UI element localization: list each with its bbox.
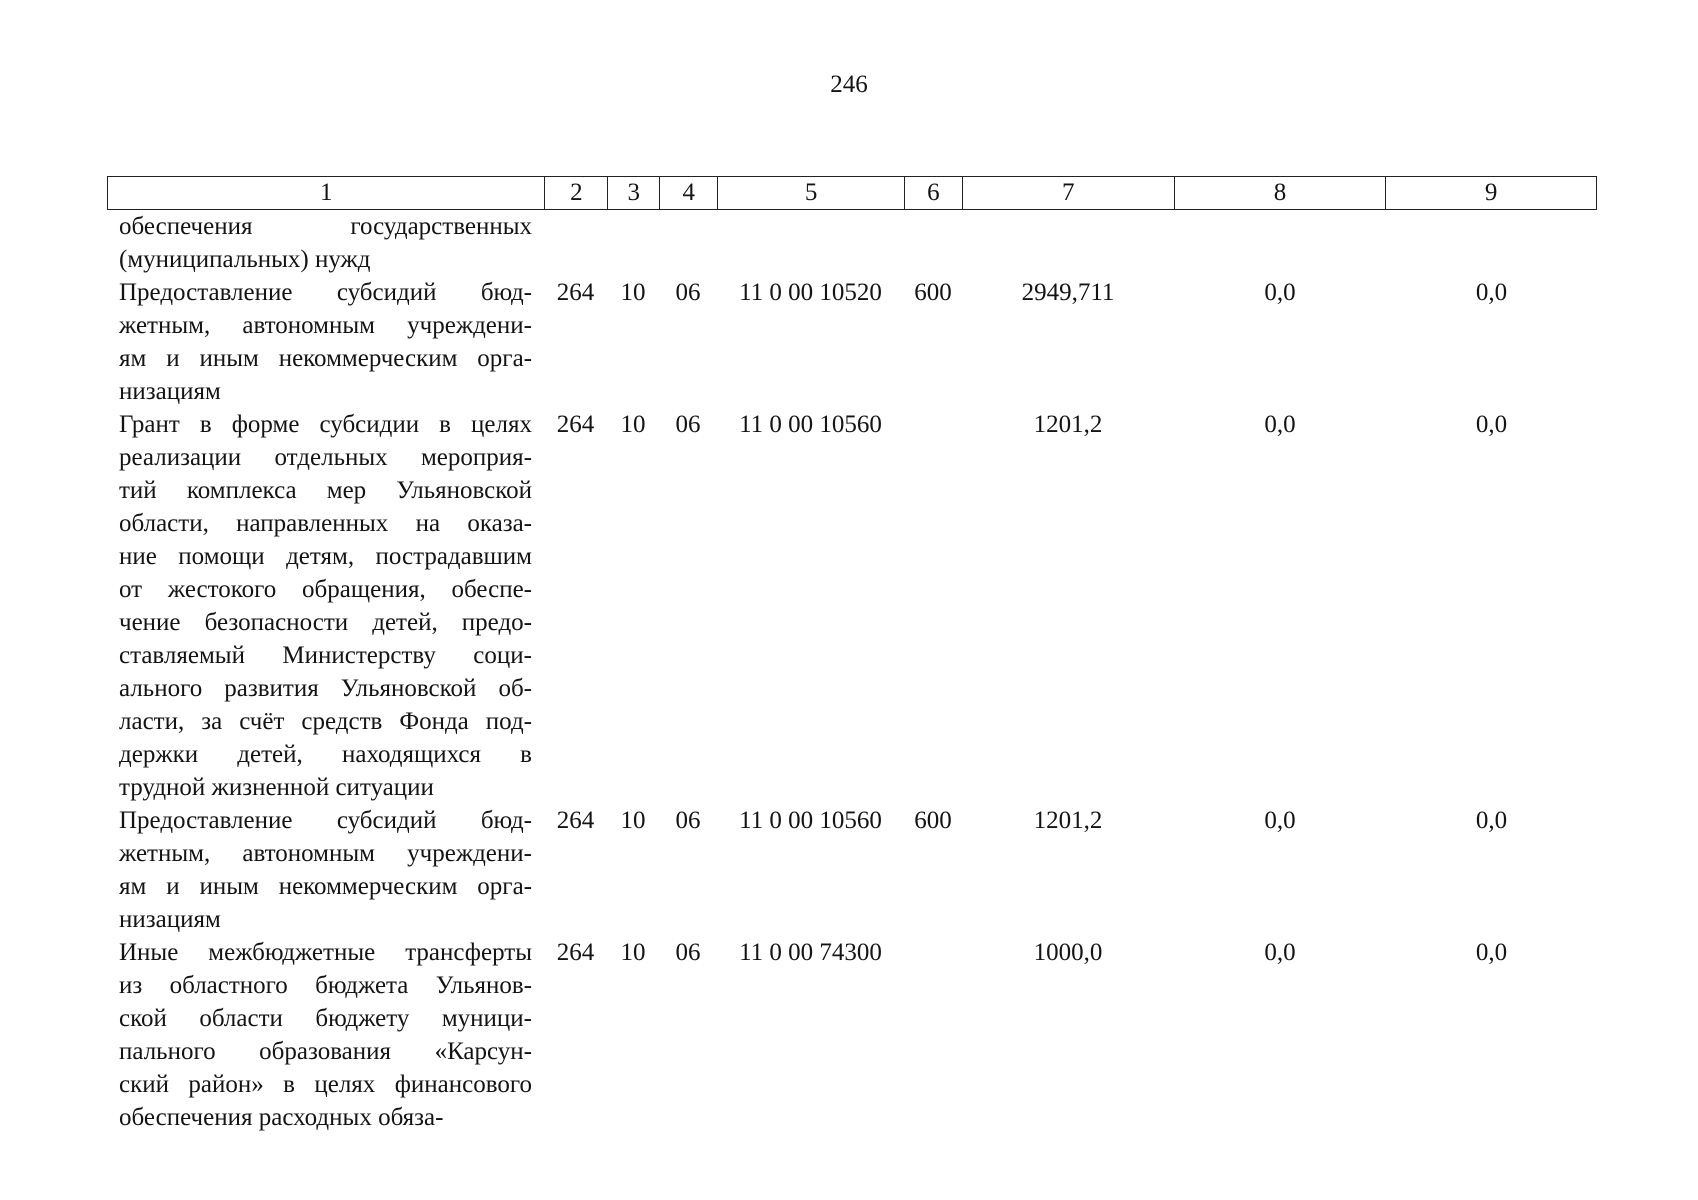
row-col-7: 1201,2 [1033, 807, 1103, 834]
description-line: из областного бюджета Ульянов- [119, 972, 532, 999]
row-col-8: 0,0 [1264, 411, 1296, 438]
row-col-7: 2949,711 [1021, 279, 1115, 306]
description-line: пального образования «Карсун- [119, 1038, 532, 1065]
row-col-9: 0,0 [1475, 939, 1508, 966]
row-col-9: 0,0 [1475, 279, 1508, 306]
row-col-7: 1000,0 [1033, 939, 1103, 966]
description-line: ального развития Ульяновской об- [119, 675, 532, 702]
header-col-5: 5 [717, 177, 904, 209]
row-description [107, 276, 544, 408]
description-line: ставляемый Министерству соци- [119, 642, 532, 669]
row-col-3: 10 [620, 279, 646, 306]
description-line: Иные межбюджетные трансферты [119, 939, 532, 966]
header-col-1: 1 [319, 179, 333, 206]
description-line: ям и иным некоммерческим орга- [119, 345, 532, 372]
description-line: низациям [119, 906, 221, 933]
table-row [107, 210, 1597, 276]
row-col-2: 264 [556, 939, 595, 966]
table-row [107, 936, 1597, 1134]
row-col-4: 06 [675, 939, 701, 966]
row-description [107, 804, 544, 936]
row-col-3: 10 [620, 411, 646, 438]
row-col-2: 264 [556, 411, 595, 438]
row-col-4: 06 [675, 411, 701, 438]
row-col-8: 0,0 [1264, 279, 1296, 306]
description-line: ский район» в целях финансового [119, 1071, 532, 1098]
table-header-row [107, 176, 1597, 210]
description-line: жетным, автономным учреждени- [119, 840, 532, 867]
row-col-7: 1201,2 [1033, 411, 1103, 438]
description-line: Предоставление субсидий бюд- [119, 807, 532, 834]
description-line: (муниципальных) нужд [119, 246, 371, 273]
row-col-2: 264 [556, 279, 595, 306]
description-line: обеспечения расходных обяза- [119, 1104, 444, 1131]
row-col-8: 0,0 [1264, 807, 1296, 834]
row-description [107, 408, 544, 804]
row-col-9: 0,0 [1475, 807, 1508, 834]
table-row [107, 276, 1597, 408]
table-row [107, 408, 1597, 804]
header-col-9: 9 [1385, 177, 1596, 209]
description-line: тий комплекса мер Ульяновской [119, 477, 532, 504]
description-line: реализации отдельных мероприя- [119, 444, 532, 471]
header-col-4: 4 [659, 177, 717, 209]
description-line: трудной жизненной ситуации [119, 774, 434, 801]
row-col-6: 600 [914, 807, 952, 834]
header-col-2: 2 [544, 177, 607, 209]
description-line: держки детей, находящихся в [119, 741, 532, 768]
description-line: ям и иным некоммерческим орга- [119, 873, 532, 900]
description-line: Предоставление субсидий бюд- [119, 279, 532, 306]
row-col-9: 0,0 [1475, 411, 1508, 438]
row-col-4: 06 [675, 807, 701, 834]
description-line: низациям [119, 378, 221, 405]
description-line: жетным, автономным учреждени- [119, 312, 532, 339]
budget-table [107, 176, 1597, 1134]
row-col-5: 11 0 00 10520 [739, 279, 882, 306]
row-description [107, 936, 544, 1134]
description-line: ласти, за счёт средств Фонда под- [119, 708, 532, 735]
row-col-5: 11 0 00 74300 [739, 939, 882, 966]
description-line: чение безопасности детей, предо- [119, 609, 532, 636]
table-body [107, 210, 1597, 1134]
header-col-7: 7 [962, 177, 1174, 209]
row-col-4: 06 [675, 279, 701, 306]
description-line: обеспечения государственных [119, 213, 532, 240]
description-line: ние помощи детям, пострадавшим [119, 543, 532, 570]
description-line: области, направленных на оказа- [119, 510, 532, 537]
row-col-5: 11 0 00 10560 [739, 411, 882, 438]
row-col-5: 11 0 00 10560 [739, 807, 882, 834]
header-col-3: 3 [607, 177, 659, 209]
row-col-3: 10 [620, 807, 646, 834]
page-number: 246 [830, 71, 868, 98]
header-col-8: 8 [1174, 177, 1386, 209]
row-col-2: 264 [556, 807, 595, 834]
table-row [107, 804, 1597, 936]
description-line: от жестокого обращения, обеспе- [119, 576, 532, 603]
row-col-3: 10 [620, 939, 646, 966]
row-col-8: 0,0 [1264, 939, 1296, 966]
header-col-6: 6 [904, 177, 962, 209]
description-line: Грант в форме субсидии в целях [119, 411, 532, 438]
description-line: ской области бюджету муници- [119, 1005, 532, 1032]
row-description [107, 210, 544, 276]
row-col-6: 600 [914, 279, 952, 306]
